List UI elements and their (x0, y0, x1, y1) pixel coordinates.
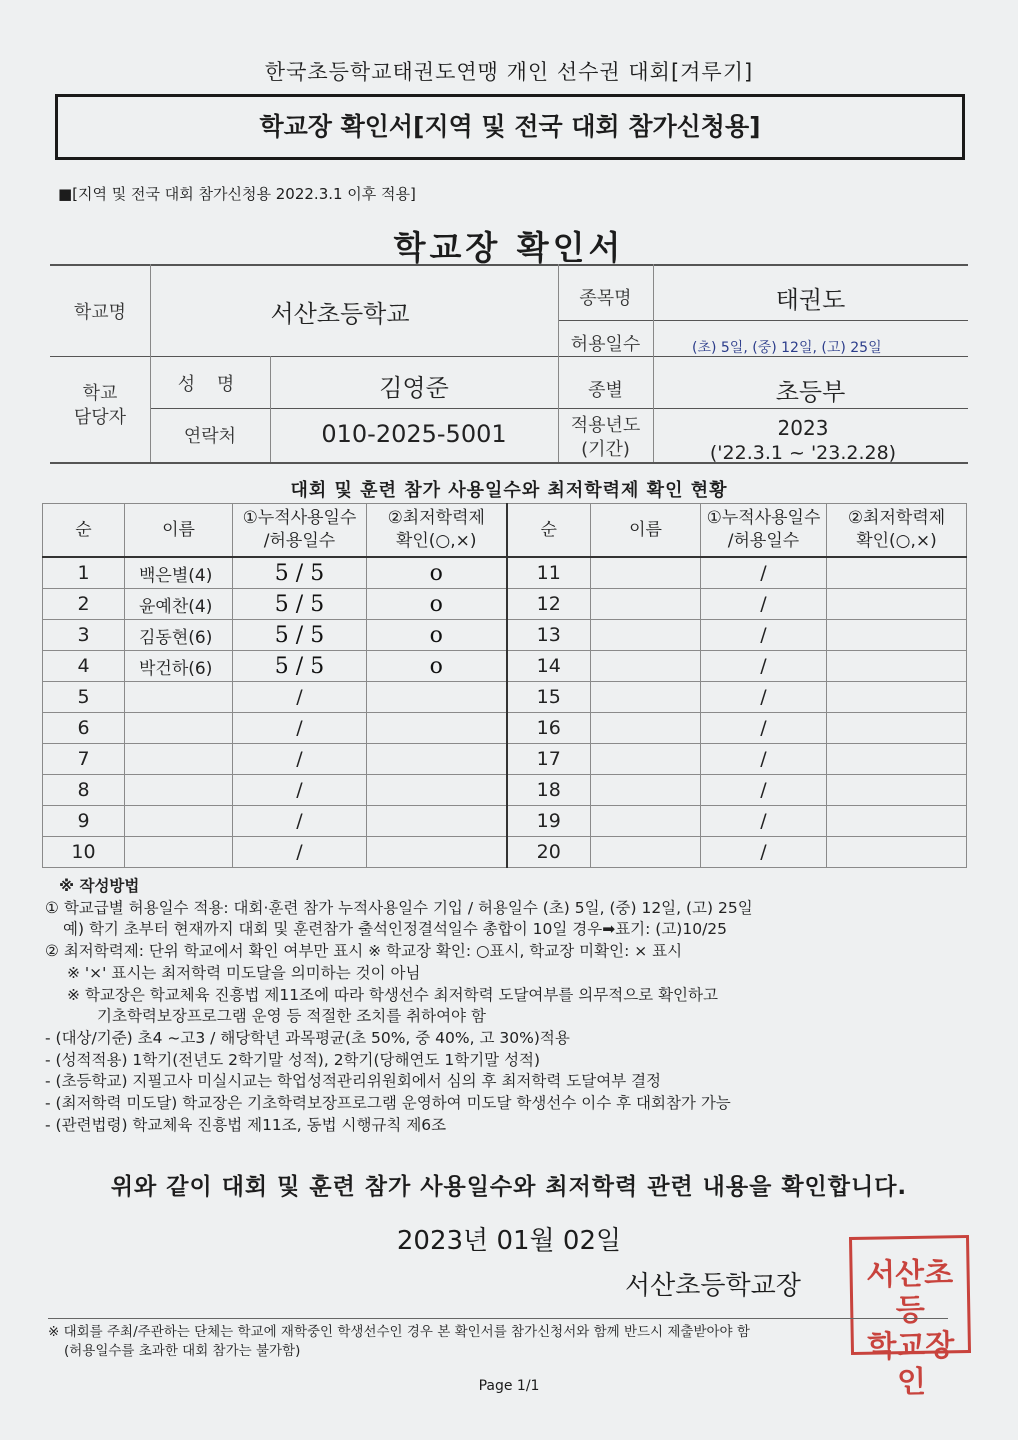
used-days: / (701, 744, 827, 775)
row-number: 16 (507, 713, 591, 744)
min-academic-check (367, 837, 507, 868)
min-academic-check (827, 713, 967, 744)
contact-value: 010-2025-5001 (321, 420, 507, 448)
instruction-line: 기초학력보장프로그램 운영 등 적절한 조치를 취하여야 함 (97, 1007, 486, 1026)
student-name (591, 589, 701, 620)
min-academic-check (367, 806, 507, 837)
person-name-value: 김영준 (379, 374, 449, 402)
student-name (591, 713, 701, 744)
used-days: / (701, 557, 827, 589)
instruction-line: - (관련법령) 학교체육 진흥법 제11조, 동법 시행규칙 제6조 (45, 1115, 447, 1134)
applies-note: ■[지역 및 전국 대회 참가신청용 2022.3.1 이후 적용] (58, 185, 416, 203)
table-row (43, 775, 967, 806)
sport-label: 종목명 (579, 288, 632, 309)
row-number: 13 (507, 620, 591, 651)
student-name (125, 806, 233, 837)
person-name-label: 성 명 (177, 374, 243, 395)
min-academic-check (827, 744, 967, 775)
min-academic-check: o (367, 557, 507, 589)
row-number: 17 (507, 744, 591, 775)
sport-value: 태권도 (775, 286, 846, 314)
confirmation-statement: 위와 같이 대회 및 훈련 참가 사용일수와 최저학력 관련 내용을 확인합니다. (110, 1174, 908, 1200)
table-row (43, 557, 967, 589)
min-academic-check (827, 837, 967, 868)
instruction-line: - (최저학력 미도달) 학교장은 기초학력보장프로그램 운영하여 미도달 학생선수 이수 후 대회참가 가능 (45, 1094, 731, 1113)
col-days-header-2: ①누적사용일수 /허용일수 (701, 504, 827, 558)
min-academic-check: o (367, 589, 507, 620)
student-name: 김동현(6) (125, 620, 233, 651)
min-academic-check (827, 557, 967, 589)
instruction-line: 예) 학기 초부터 현재까지 대회 및 훈련참가 출석인정결석일수 총합이 10일 경우➡표기: (고)10/25 (63, 920, 728, 939)
instruction-line: - (대상/기준) 초4 ~고3 / 해당학년 과목평균(초 50%, 중 40%, 고 30%)적용 (45, 1028, 570, 1047)
min-academic-check (827, 775, 967, 806)
student-name (125, 682, 233, 713)
col-check-header-2: ②최저학력제 확인(○,×) (827, 504, 967, 558)
school-name-label: 학교명 (73, 302, 127, 323)
used-days: / (233, 806, 367, 837)
table-row (43, 806, 967, 837)
col-days-header: ①누적사용일수 /허용일수 (233, 504, 367, 558)
used-days: / (701, 837, 827, 868)
table-row (43, 837, 967, 868)
min-academic-check (367, 713, 507, 744)
col-name-header-2: 이름 (591, 504, 701, 558)
min-academic-check (827, 682, 967, 713)
row-number: 2 (43, 589, 125, 620)
table-row (43, 744, 967, 775)
row-number: 9 (43, 806, 125, 837)
student-name (125, 775, 233, 806)
student-name (591, 806, 701, 837)
row-number: 20 (507, 837, 591, 868)
row-number: 8 (43, 775, 125, 806)
issue-date: 2023년 01월 02일 (396, 1226, 622, 1256)
instruction-line: - (성적적용) 1학기(전년도 2학기말 성적), 2학기(당해연도 1학기말 성적) (45, 1050, 541, 1069)
row-number: 1 (43, 557, 125, 589)
instruction-line: - (초등학교) 지필고사 미실시교는 학업성적관리위원회에서 심의 후 최저학력 도달여부 결정 (45, 1072, 662, 1091)
section-title: 대회 및 훈련 참가 사용일수와 최저학력제 확인 현황 (290, 480, 728, 501)
used-days: 5 / 5 (233, 651, 367, 682)
row-number: 6 (43, 713, 125, 744)
table-row (43, 651, 967, 682)
student-name (125, 713, 233, 744)
apply-year-value: 2023 (777, 416, 829, 440)
row-number: 19 (507, 806, 591, 837)
table-row (43, 713, 967, 744)
min-academic-check (367, 682, 507, 713)
student-name (591, 775, 701, 806)
used-days: 5 / 5 (233, 557, 367, 589)
footnote-line: ※ 대회를 주최/주관하는 단체는 학교에 재학중인 학생선수인 경우 본 확인서를 참가신청서와 함께 반드시 제출받아야 함 (48, 1324, 750, 1340)
footnote (48, 1318, 948, 1361)
student-name (125, 744, 233, 775)
row-number: 11 (507, 557, 591, 589)
used-days: / (233, 837, 367, 868)
organization-title: 한국초등학교태권도연맹 개인 선수권 대회[겨루기] (264, 60, 754, 84)
school-name-value: 서산초등학교 (270, 300, 410, 328)
contact-label: 연락처 (183, 426, 237, 447)
seal-text: 서산초등 학교장인 (865, 1256, 955, 1401)
category-label: 종별 (588, 380, 623, 401)
allowance-label: 허용일수 (570, 334, 641, 355)
used-days: / (701, 713, 827, 744)
page-number: Page 1/1 (478, 1378, 540, 1394)
table-header-row (43, 504, 967, 558)
category-value: 초등부 (775, 378, 846, 406)
min-academic-check (827, 589, 967, 620)
min-academic-check (827, 620, 967, 651)
student-name (591, 744, 701, 775)
used-days: 5 / 5 (233, 589, 367, 620)
row-number: 12 (507, 589, 591, 620)
footnote-line: (허용일수를 초과한 대회 참가는 불가함) (64, 1343, 301, 1359)
student-name (591, 682, 701, 713)
school-manager-label: 학교 담당자 (73, 383, 127, 428)
col-no-header: 순 (43, 504, 125, 558)
min-academic-check (367, 744, 507, 775)
used-days: / (701, 589, 827, 620)
student-name: 윤예찬(4) (125, 589, 233, 620)
col-no-header-2: 순 (507, 504, 591, 558)
row-number: 3 (43, 620, 125, 651)
used-days: / (233, 713, 367, 744)
used-days: / (233, 682, 367, 713)
table-row (43, 589, 967, 620)
min-academic-check (827, 806, 967, 837)
row-number: 14 (507, 651, 591, 682)
student-name (125, 837, 233, 868)
min-academic-check (827, 651, 967, 682)
used-days: / (233, 744, 367, 775)
col-name-header: 이름 (125, 504, 233, 558)
allowance-value: (초) 5일, (중) 12일, (고) 25일 (692, 340, 882, 356)
document-title: 학교장 확인서 (393, 228, 625, 267)
instructions (45, 876, 975, 1136)
min-academic-check (367, 775, 507, 806)
used-days: / (701, 651, 827, 682)
instruction-line: ① 학교급별 허용일수 적용: 대회·훈련 참가 누적사용일수 기입 / 허용일수 (초) 5일, (중) 12일, (고) 25일 (45, 898, 753, 917)
boxed-document-title: 학교장 확인서[지역 및 전국 대회 참가신청용] (55, 94, 965, 160)
row-number: 10 (43, 837, 125, 868)
student-name (591, 837, 701, 868)
usage-table (42, 503, 967, 868)
student-name (591, 620, 701, 651)
instruction-heading: ※ 작성방법 (59, 877, 140, 895)
row-number: 15 (507, 682, 591, 713)
student-name: 박건하(6) (125, 651, 233, 682)
used-days: / (701, 620, 827, 651)
table-row (43, 682, 967, 713)
table-row (43, 620, 967, 651)
row-number: 5 (43, 682, 125, 713)
instruction-line: ② 최저학력제: 단위 학교에서 확인 여부만 표시 ※ 학교장 확인: ○표시, 학교장 미확인: × 표시 (45, 942, 683, 961)
used-days: / (233, 775, 367, 806)
min-academic-check: o (367, 651, 507, 682)
apply-period-value: ('22.3.1 ~ '23.2.28) (709, 442, 897, 464)
apply-year-label: 적용년도 (기간) (570, 415, 641, 460)
student-name (591, 557, 701, 589)
principal-name: 서산초등학교장 (625, 1271, 801, 1301)
used-days: 5 / 5 (233, 620, 367, 651)
used-days: / (701, 682, 827, 713)
col-check-header: ②최저학력제 확인(○,×) (367, 504, 507, 558)
min-academic-check: o (367, 620, 507, 651)
student-name (591, 651, 701, 682)
row-number: 7 (43, 744, 125, 775)
used-days: / (701, 775, 827, 806)
row-number: 18 (507, 775, 591, 806)
student-name: 백은별(4) (125, 557, 233, 589)
instruction-line: ※ 학교장은 학교체육 진흥법 제11조에 따라 학생선수 최저학력 도달여부를 의무적으로 확인하고 (67, 985, 718, 1004)
row-number: 4 (43, 651, 125, 682)
instruction-line: ※ '×' 표시는 최저학력 미도달을 의미하는 것이 아님 (67, 963, 421, 982)
used-days: / (701, 806, 827, 837)
